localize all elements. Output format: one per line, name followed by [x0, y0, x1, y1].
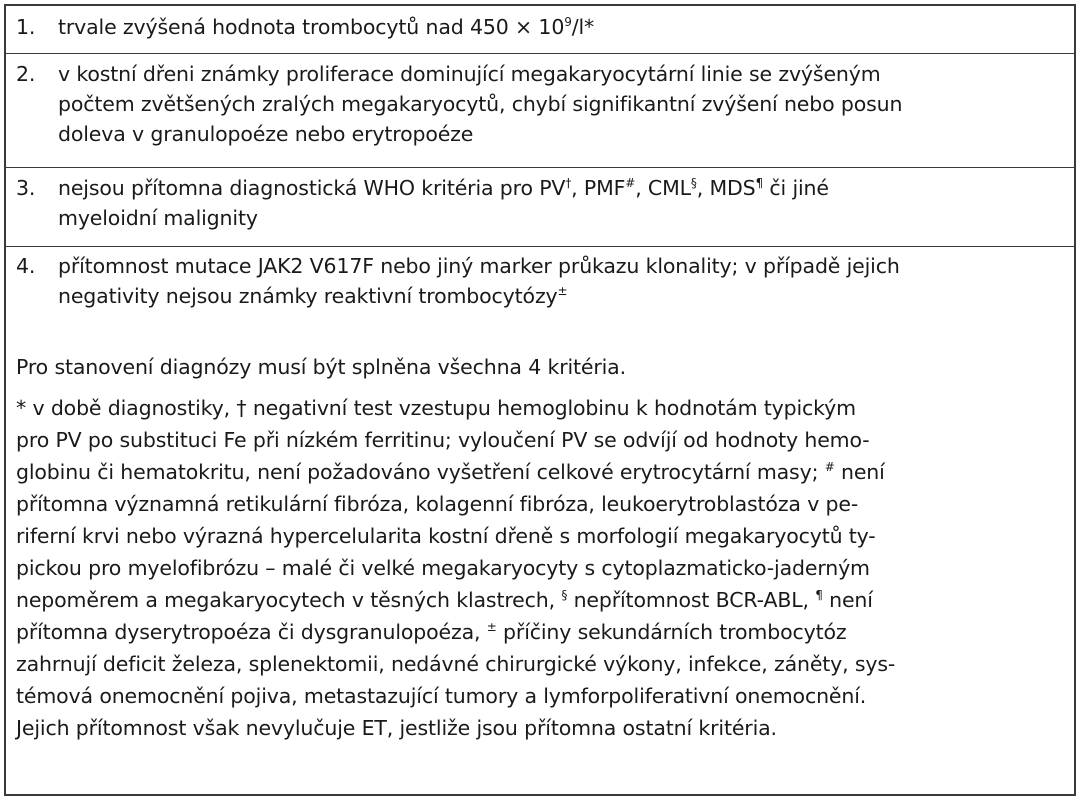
criterion-2-number: 2. [16, 62, 36, 86]
criterion-4-number: 4. [16, 254, 36, 278]
summary-text: Pro stanovení diagnózy musí být splněna všechna 4 kritéria. [16, 355, 626, 379]
criterion-1-line-1: trvale zvýšená hodnota trombocytů nad $450 \times 10^9/l*$ [58, 15, 595, 39]
criterion-3-line-2: myeloidní malignity [58, 206, 258, 230]
footnote-line-7: nepoměrem a megakaryocytech v těsných klastrech, § nepřítomnost BCR-ABL, ¶ není [16, 588, 873, 612]
criterion-3-number: 3. [16, 176, 36, 200]
footnote-line-8: přítomna dyserytropoéza či dysgranulopoéza, ± příčiny sekundárních trombocytóz [16, 620, 847, 644]
criterion-2-line-3: doleva v granulopoéze nebo erytropoéze [58, 122, 474, 146]
criterion-4-line-1: přítomnost mutace JAK2 V617F nebo jiný marker průkazu klonality; v případě jejich [58, 254, 900, 278]
footnote-line-2: pro PV po substituci Fe při nízkém ferritinu; vyloučení PV se odvíjí od hodnoty hemo- [16, 428, 870, 452]
footnote-line-3: globinu či hematokritu, není požadováno vyšetření celkové erytrocytární masy; # není [16, 460, 885, 484]
footnote-line-9: zahrnují deficit železa, splenektomii, nedávné chirurgické výkony, infekce, záněty, sys- [16, 652, 896, 676]
footnote-line-1: * v době diagnostiky, † negativní test vzestupu hemoglobinu k hodnotám typickým [16, 396, 856, 420]
criterion-2-line-2: počtem zvětšených zralých megakaryocytů, chybí signifikantní zvýšení nebo posun [58, 92, 903, 116]
footnote-line-6: pickou pro myelofibrózu – malé či velké megakaryocyty s cytoplazmaticko-jaderným [16, 556, 870, 580]
criterion-3-line-1: nejsou přítomna diagnostická WHO kritéria pro PV†, PMF#, CML§, MDS¶ či jiné [58, 176, 829, 200]
footnote-line-11: Jejich přítomnost však nevylučuje ET, jestliže jsou přítomna ostatní kritéria. [16, 716, 777, 740]
criterion-2-line-1: v kostní dřeni známky proliferace dominující megakaryocytární linie se zvýšeným [58, 62, 881, 86]
criterion-4-line-2: negativity nejsou známky reaktivní trombocytózy± [58, 284, 568, 308]
footnote-line-4: přítomna významná retikulární fibróza, kolagenní fibróza, leukoerytroblastóza v pe- [16, 492, 859, 516]
footnote-line-10: témová onemocnění pojiva, metastazující tumory a lymforpoliferativní onemocnění. [16, 684, 867, 708]
footnote-line-5: riferní krvi nebo výrazná hypercelularita kostní dřeně s morfologií megakaryocytů ty- [16, 524, 876, 548]
criterion-1-number: 1. [16, 15, 36, 39]
